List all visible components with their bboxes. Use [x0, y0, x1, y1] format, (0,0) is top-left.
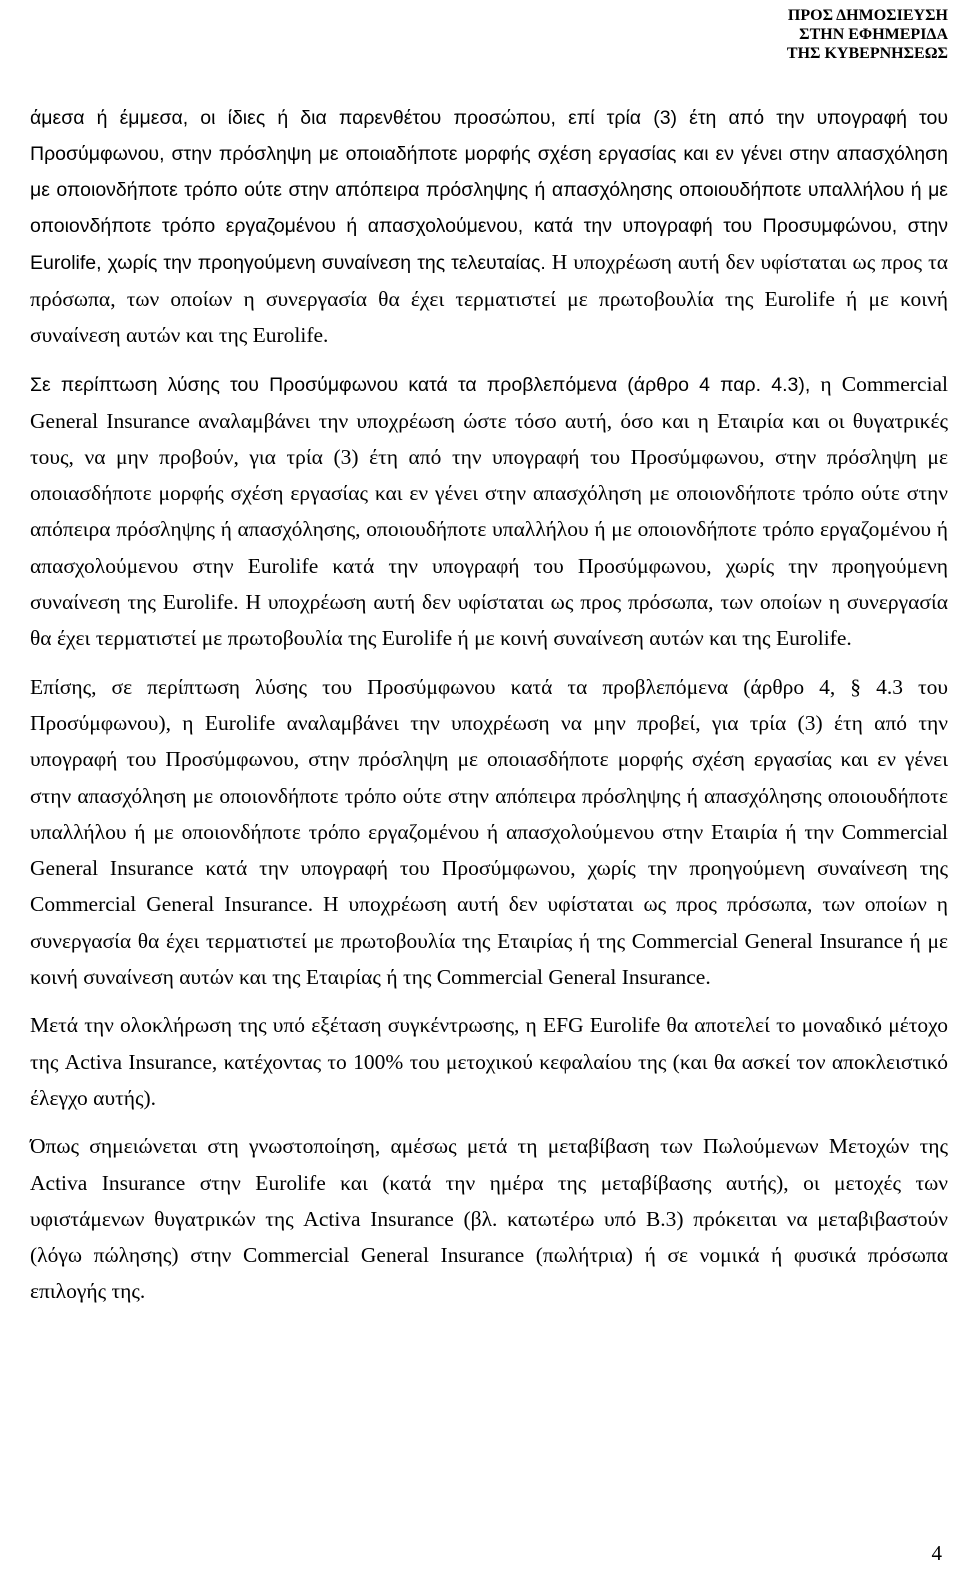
stamp-line-3: ΤΗΣ ΚΥΒΕΡΝΗΣΕΩΣ — [786, 45, 948, 62]
page-number: 4 — [931, 1541, 942, 1565]
paragraph-5: Όπως σημειώνεται στη γνωστοποίηση, αμέσως μετά τη μεταβίβαση των Πωλούμενων Μετοχών της Activa Insurance στην Eurolife και (κατά την ημέρα της μεταβίβασης αυτής), οι μετοχές των υφιστάμενων θυγατρικών της Activa Insurance (βλ. κατωτέρω υπό Β.3) πρόκειται να μεταβιβαστούν (λόγω πώλησης) στην Commercial General Insurance (πωλήτρια) ή σε νομικά ή φυσικά πρόσωπα επιλογής της. — [30, 1134, 948, 1304]
paragraph-1-part-a: άμεσα ή έμμεσα, οι ίδιες ή δια παρενθέτου προσώπου, επί τρία (3) έτη από την υπογραφή του Προσύμφωνου, στην πρόσληψη με οποιαδήποτε μορφής σχέση εργασίας και εν γένει στην απασχόληση με οποιονδήποτε τρόπο ούτε στην απόπειρα πρόσληψης ή απασχόλησης οποιουδήποτε υπαλλήλου ή με οποιονδήποτε τρόπο εργαζομένου ή απασχολούμενου, κατά την υπογραφή του Προσυμφώνου, στην Eurolife, χωρίς την προηγούμενη συναίνεση της τελευταίας. — [30, 107, 948, 274]
paragraph-2 — [30, 366, 948, 657]
stamp-line-2: ΣΤΗΝ ΕΦΗΜΕΡΙΔΑ — [799, 26, 948, 43]
paragraph-2-part-a: Σε περίπτωση λύσης του Προσύμφωνου κατά τα προβλεπόμενα (άρθρο 4 παρ. 4.3), — [30, 373, 811, 396]
stamp-line-1: ΠΡΟΣ ΔΗΜΟΣΙΕΥΣΗ — [787, 7, 948, 24]
paragraph-1 — [30, 100, 948, 354]
document-body — [30, 100, 948, 1322]
paragraph-3: Επίσης, σε περίπτωση λύσης του Προσύμφωνου κατά τα προβλεπόμενα (άρθρο 4, § 4.3 του Προσύμφωνου), η Eurolife αναλαμβάνει την υποχρέωση να μην προβεί, για τρία (3) έτη από την υπογραφή του Προσύμφωνου, στην πρόσληψη με οποιασδήποτε μορφής σχέση εργασίας και εν γένει στην απασχόληση με οποιονδήποτε τρόπο ούτε στην απόπειρα πρόσληψης ή απασχόλησης οποιουδήποτε υπαλλήλου ή με οποιονδήποτε τρόπο εργαζομένου ή απασχολούμενου στην Εταιρία ή την Commercial General Insurance κατά την υπογραφή του Προσύμφωνου, χωρίς την προηγούμενη συναίνεση της Commercial General Insurance. Η υποχρέωση αυτή δεν υφίσταται ως προς πρόσωπα, των οποίων η συνεργασία θα έχει τερματιστεί με πρωτοβουλία της Εταιρίας ή της Commercial General Insurance ή με κοινή συναίνεση αυτών και της Εταιρίας ή της Commercial General Insurance. — [30, 674, 948, 990]
paragraph-1-part-b: Η υποχρέωση αυτή δεν υφίσταται ως προς τα πρόσωπα, των οποίων η συνεργασία θα έχει τερματιστεί με πρωτοβουλία της Eurolife ή με κοινή συναίνεση αυτών και της Eurolife. — [30, 250, 948, 348]
publication-stamp — [787, 6, 948, 63]
paragraph-4: Μετά την ολοκλήρωση της υπό εξέταση συγκέντρωσης, η EFG Eurolife θα αποτελεί το μοναδικό μέτοχο της Activa Insurance, κατέχοντας το 100% του μετοχικού κεφαλαίου της (και θα ασκεί τον αποκλειστικό έλεγχο αυτής). — [30, 1013, 948, 1110]
paragraph-2-part-b: η Commercial General Insurance αναλαμβάνει την υποχρέωση ώστε τόσο αυτή, όσο και η Εταιρία και οι θυγατρικές τους, να μην προβούν, για τρία (3) έτη από την υπογραφή του Προσύμφωνου, στην πρόσληψη με οποιασδήποτε μορφής σχέση εργασίας και εν γένει στην απασχόληση με οποιονδήποτε τρόπο ούτε στην απόπειρα πρόσληψης ή απασχόλησης, οποιουδήποτε υπαλλήλου ή με οποιονδήποτε τρόπο εργαζομένου ή απασχολούμενου στην Eurolife κατά την υπογραφή του Προσύμφωνου, χωρίς την προηγούμενη συναίνεση της Eurolife. Η υποχρέωση αυτή δεν υφίσταται ως προς πρόσωπα, των οποίων η συνεργασία θα έχει τερματιστεί με πρωτοβουλία της Eurolife ή με κοινή συναίνεση αυτών και της Eurolife. — [30, 371, 948, 651]
